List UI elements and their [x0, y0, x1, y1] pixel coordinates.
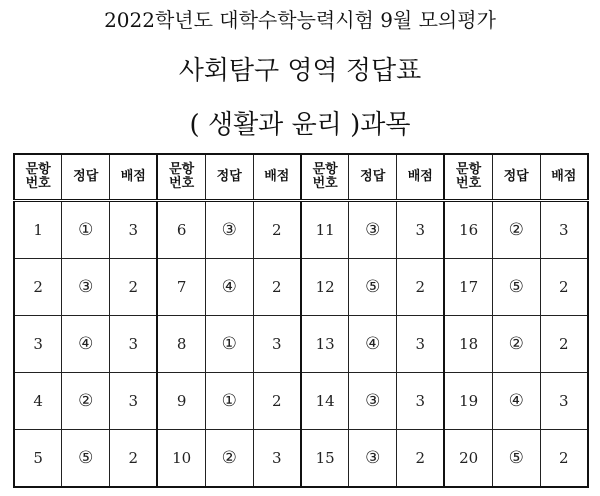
score-points: 3: [540, 373, 588, 430]
correct-answer: ②: [492, 201, 540, 259]
question-number: 10: [157, 430, 205, 488]
correct-answer: ①: [205, 316, 253, 373]
correct-answer: ③: [349, 373, 397, 430]
correct-answer: ⑤: [492, 259, 540, 316]
answer-table-header-row: [14, 154, 588, 201]
correct-answer: ④: [62, 316, 110, 373]
correct-answer: ⑤: [492, 430, 540, 488]
table-row: [14, 316, 588, 373]
question-number: 5: [14, 430, 62, 488]
correct-answer: ③: [62, 259, 110, 316]
question-number: 20: [444, 430, 492, 488]
header-question-number-line1: 문항: [456, 162, 482, 177]
score-points: 2: [540, 259, 588, 316]
score-points: 2: [253, 373, 301, 430]
correct-answer: ④: [492, 373, 540, 430]
header-question-number-line1: 문항: [312, 162, 338, 177]
header-score: 배점: [540, 154, 588, 201]
answer-table: [13, 153, 589, 488]
correct-answer: ①: [205, 373, 253, 430]
score-points: 3: [110, 316, 158, 373]
correct-answer: ②: [205, 430, 253, 488]
score-points: 2: [397, 430, 445, 488]
question-number: 13: [301, 316, 349, 373]
score-points: 2: [110, 430, 158, 488]
answer-table-body: [14, 201, 588, 488]
header-question-number: [14, 154, 62, 201]
score-points: 3: [110, 373, 158, 430]
score-points: 3: [397, 373, 445, 430]
table-row: [14, 430, 588, 488]
score-points: 2: [540, 430, 588, 488]
question-number: 17: [444, 259, 492, 316]
header-question-number: [157, 154, 205, 201]
question-number: 14: [301, 373, 349, 430]
subject-title: ( 생활과 윤리 )과목: [189, 110, 411, 140]
score-points: 3: [397, 201, 445, 259]
table-row: [14, 373, 588, 430]
question-number: 15: [301, 430, 349, 488]
header-score: 배점: [397, 154, 445, 201]
header-question-number-line1: 문항: [25, 162, 51, 177]
question-number: 3: [14, 316, 62, 373]
score-points: 2: [397, 259, 445, 316]
header-question-number: [301, 154, 349, 201]
question-number: 4: [14, 373, 62, 430]
score-points: 2: [540, 316, 588, 373]
header-question-number: [444, 154, 492, 201]
question-number: 8: [157, 316, 205, 373]
score-points: 3: [397, 316, 445, 373]
table-row: [14, 259, 588, 316]
correct-answer: ③: [349, 201, 397, 259]
section-title: 사회탐구 영역 정답표: [178, 56, 422, 86]
score-points: 3: [253, 430, 301, 488]
question-number: 7: [157, 259, 205, 316]
header-question-number-line2: 번호: [169, 176, 195, 191]
header-score: 배점: [110, 154, 158, 201]
question-number: 18: [444, 316, 492, 373]
score-points: 2: [110, 259, 158, 316]
correct-answer: ⑤: [62, 430, 110, 488]
header-question-number-line1: 문항: [169, 162, 195, 177]
score-points: 3: [110, 201, 158, 259]
header-question-number-line2: 번호: [456, 176, 482, 191]
correct-answer: ④: [349, 316, 397, 373]
score-points: 2: [253, 259, 301, 316]
question-number: 2: [14, 259, 62, 316]
question-number: 12: [301, 259, 349, 316]
question-number: 16: [444, 201, 492, 259]
correct-answer: ②: [62, 373, 110, 430]
header-answer: 정답: [205, 154, 253, 201]
header-answer: 정답: [349, 154, 397, 201]
score-points: 2: [253, 201, 301, 259]
correct-answer: ②: [492, 316, 540, 373]
header-answer: 정답: [62, 154, 110, 201]
question-number: 9: [157, 373, 205, 430]
correct-answer: ⑤: [349, 259, 397, 316]
question-number: 19: [444, 373, 492, 430]
header-question-number-line2: 번호: [25, 176, 51, 191]
question-number: 1: [14, 201, 62, 259]
score-points: 3: [253, 316, 301, 373]
header-score: 배점: [253, 154, 301, 201]
correct-answer: ①: [62, 201, 110, 259]
correct-answer: ③: [205, 201, 253, 259]
question-number: 6: [157, 201, 205, 259]
correct-answer: ③: [349, 430, 397, 488]
score-points: 3: [540, 201, 588, 259]
header-question-number-line2: 번호: [312, 176, 338, 191]
correct-answer: ④: [205, 259, 253, 316]
table-row: [14, 201, 588, 259]
exam-title: 2022학년도 대학수학능력시험 9월 모의평가: [104, 8, 496, 32]
question-number: 11: [301, 201, 349, 259]
header-answer: 정답: [492, 154, 540, 201]
